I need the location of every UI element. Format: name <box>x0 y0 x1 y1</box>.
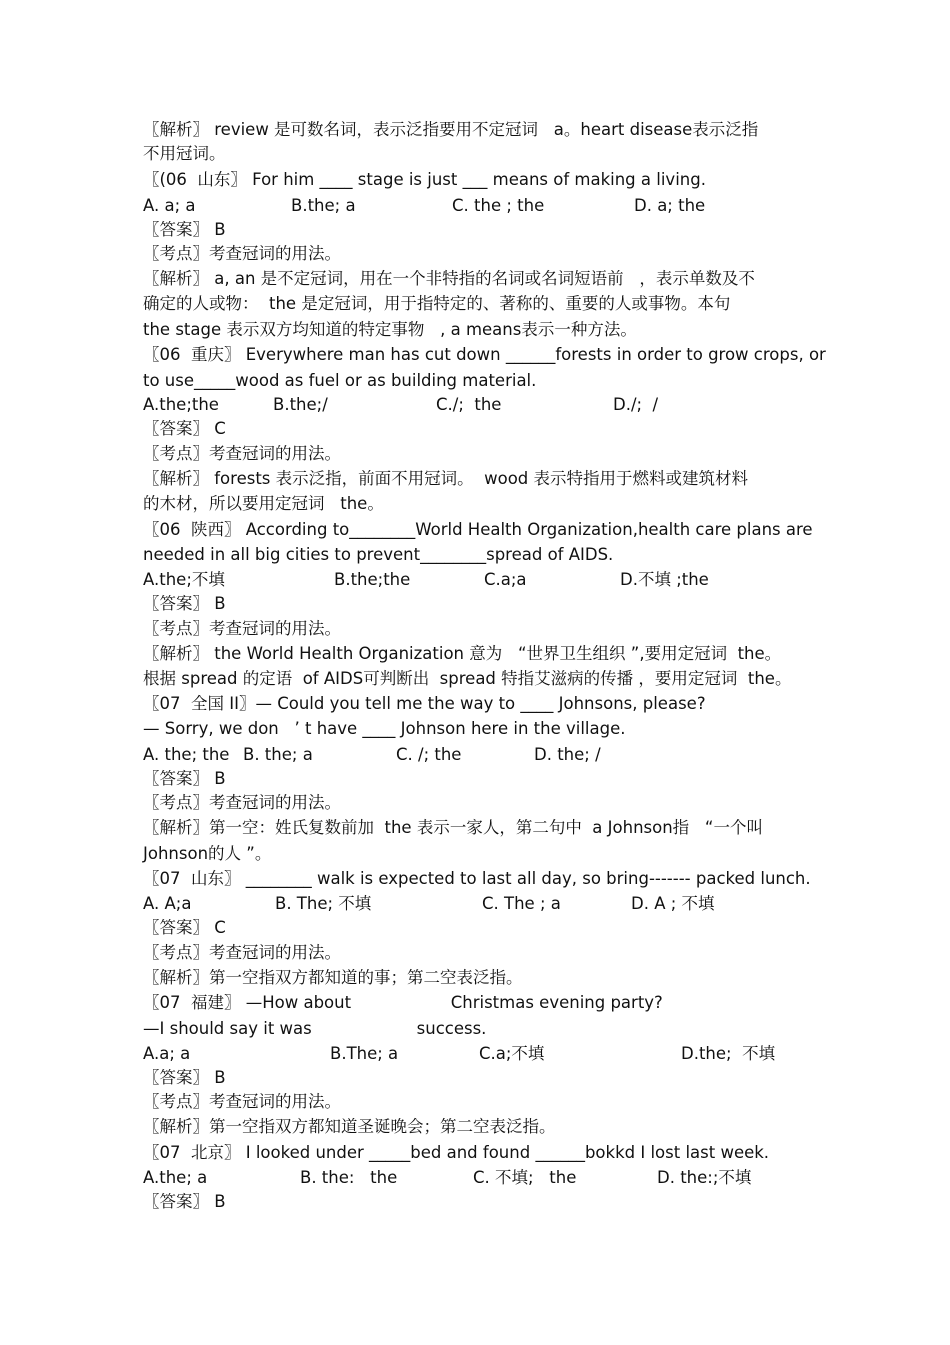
option-a: A. a; a <box>143 196 196 215</box>
answer-line: 〖答案〗 C <box>143 918 226 937</box>
question-line: 〖07 山东〗 ________ walk is expected to last all day, so bring------- packed lunch. <box>143 869 811 888</box>
option-d: D.不填 ;the <box>620 570 709 589</box>
option-a: A.a; a <box>143 1044 191 1063</box>
question-line: 〖07 福建〗 —How about Christmas evening party? <box>143 993 663 1012</box>
question-line: 〖07 全国 II〗— Could you tell me the way to ____ Johnsons, please? <box>143 694 706 713</box>
option-c: C. /; the <box>396 745 462 764</box>
option-d: D. A ; 不填 <box>631 894 715 913</box>
option-a: A.the;the <box>143 395 219 414</box>
option-b: B.the;the <box>334 570 411 589</box>
option-c: C./; the <box>436 395 502 414</box>
option-b: B. the: the <box>300 1168 398 1187</box>
option-a: A.the;不填 <box>143 570 225 589</box>
analysis-line: the stage 表示双方均知道的特定事物 , a means表示一种方法。 <box>143 320 637 339</box>
option-b: B.the; a <box>291 196 356 215</box>
analysis-line: 〖解析〗第一空指双方都知道的事；第二空表泛指。 <box>143 968 523 987</box>
point-line: 〖考点〗考查冠词的用法。 <box>143 793 341 812</box>
question-line: 〖06 陕西〗 According to________World Health Organization,health care plans are <box>143 520 813 539</box>
option-b: B. the; a <box>243 745 313 764</box>
option-d: D./; / <box>613 395 659 414</box>
analysis-line: 〖解析〗第一空指双方都知道圣诞晚会；第二空表泛指。 <box>143 1117 556 1136</box>
option-d: D. the:;不填 <box>657 1168 752 1187</box>
answer-line: 〖答案〗 B <box>143 1192 226 1211</box>
analysis-line: 的木材，所以要用定冠词 the。 <box>143 494 384 513</box>
question-line: 〖06 重庆〗 Everywhere man has cut down ______forests in order to grow crops, or <box>143 345 826 364</box>
analysis-line: 〖解析〗 forests 表示泛指，前面不用冠词。 wood 表示特指用于燃料或建筑材料 <box>143 469 749 488</box>
option-c: C. the ; the <box>452 196 545 215</box>
option-a: A. the; the <box>143 745 230 764</box>
analysis-line: 〖解析〗 the World Health Organization 意为 “世界卫生组织 ”,要用定冠词 the。 <box>143 644 782 663</box>
option-a: A.the; a <box>143 1168 208 1187</box>
answer-line: 〖答案〗 B <box>143 594 226 613</box>
text-line: 〖解析〗 review 是可数名词，表示泛指要用不定冠词 a。heart disease表示泛指 <box>143 120 759 139</box>
option-d: D. the; / <box>534 745 601 764</box>
question-line: 〖(06 山东〗 For him ____ stage is just ___ means of making a living. <box>143 170 706 189</box>
analysis-line: 〖解析〗 a, an 是不定冠词，用在一个非特指的名词或名词短语前 ，表示单数及不 <box>143 269 755 288</box>
question-line: 〖07 北京〗 I looked under _____bed and found ______bokkd I lost last week. <box>143 1143 770 1162</box>
option-d: D.the; 不填 <box>681 1044 776 1063</box>
option-c: C. The ; a <box>482 894 561 913</box>
answer-line: 〖答案〗 B <box>143 769 226 788</box>
analysis-line: Johnson的人 ”。 <box>143 844 272 863</box>
point-line: 〖考点〗考查冠词的用法。 <box>143 943 341 962</box>
option-c: C. 不填; the <box>473 1168 577 1187</box>
question-line: to use_____wood as fuel or as building material. <box>143 371 537 390</box>
point-line: 〖考点〗考查冠词的用法。 <box>143 244 341 263</box>
question-line: — Sorry, we don ’ t have ____ Johnson here in the village. <box>143 719 626 738</box>
analysis-line: 〖解析〗第一空：姓氏复数前加 the 表示一家人，第二句中 a Johnson指 “一个叫 <box>143 818 763 837</box>
option-b: B.the;/ <box>273 395 328 414</box>
answer-line: 〖答案〗 C <box>143 419 226 438</box>
option-d: D. a; the <box>634 196 706 215</box>
analysis-line: 确定的人或物： the 是定冠词，用于指特定的、著称的、重要的人或事物。本句 <box>143 294 731 313</box>
point-line: 〖考点〗考查冠词的用法。 <box>143 444 341 463</box>
option-b: B. The; 不填 <box>275 894 372 913</box>
point-line: 〖考点〗考查冠词的用法。 <box>143 619 341 638</box>
option-c: C.a;不填 <box>479 1044 545 1063</box>
question-line: needed in all big cities to prevent________spread of AIDS. <box>143 545 614 564</box>
question-line: —I should say it was success. <box>143 1019 487 1038</box>
point-line: 〖考点〗考查冠词的用法。 <box>143 1092 341 1111</box>
answer-line: 〖答案〗 B <box>143 220 226 239</box>
option-a: A. A;a <box>143 894 192 913</box>
option-b: B.The; a <box>330 1044 399 1063</box>
option-c: C.a;a <box>484 570 527 589</box>
analysis-line: 根据 spread 的定语 of AIDS可判断出 spread 特指艾滋病的传播 ，要用定冠词 the。 <box>143 669 792 688</box>
answer-line: 〖答案〗 B <box>143 1068 226 1087</box>
text-line: 不用冠词。 <box>143 144 226 163</box>
